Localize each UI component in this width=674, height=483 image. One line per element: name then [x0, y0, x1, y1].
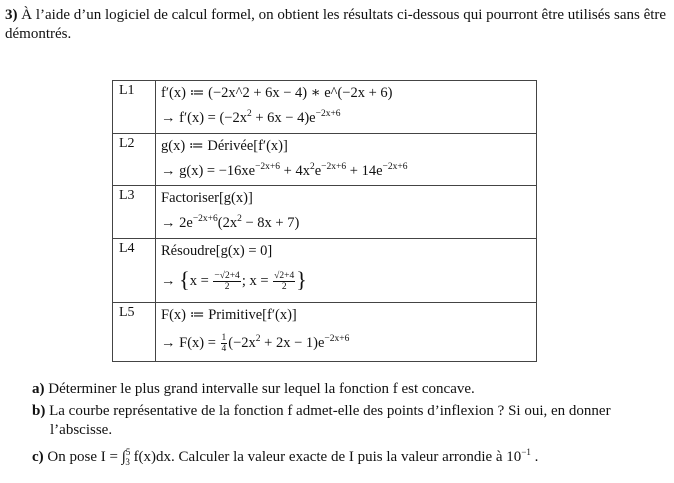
question-text: .	[530, 449, 539, 465]
cas-input: Résoudre[g(x) = 0]	[161, 243, 273, 259]
question-text: On pose I = ∫	[47, 449, 126, 465]
row-content	[156, 186, 537, 239]
cas-output-part: →	[161, 273, 176, 289]
row-content	[156, 81, 537, 134]
cas-output-exponent: −2x+6	[324, 334, 350, 344]
cas-output-exponent: 2	[255, 334, 261, 344]
cas-output-part: + 6x − 4)e	[251, 110, 316, 126]
cas-output	[161, 264, 536, 297]
fraction-denominator: 2	[281, 282, 287, 293]
questions-list	[32, 380, 664, 475]
question-b	[32, 402, 664, 440]
cas-input: f′(x) ≔ (−2x^2 + 6x − 4) ∗ e^(−2x + 6)	[161, 85, 393, 101]
cas-output-part: → F(x) =	[161, 335, 216, 351]
question-a	[32, 380, 664, 399]
exercise-intro-text: À l’aide d’un logiciel de calcul formel, on obtient les résultats ci-dessous qui pourront être utilisés sans être démontrés.	[5, 7, 667, 42]
integral-lower-bound: 3	[125, 457, 130, 467]
fraction	[221, 333, 228, 354]
fraction-numerator: −√2+4	[214, 271, 240, 282]
fraction-numerator: 1	[221, 333, 227, 344]
cas-output-exponent: 2	[246, 109, 252, 119]
exercise-intro	[5, 6, 667, 44]
table-row	[113, 134, 537, 186]
cas-input: F(x) ≔ Primitive[f′(x)]	[161, 307, 297, 323]
cas-output-part: + 2x − 1)e	[260, 335, 325, 351]
fraction-numerator: √2+4	[274, 271, 295, 282]
cas-output-exponent: −2x+6	[321, 162, 347, 172]
cas-output	[161, 159, 536, 184]
question-continuation: l’abscisse.	[50, 422, 113, 438]
row-label: L5	[113, 303, 156, 362]
exercise-number: 3)	[5, 7, 18, 23]
cas-output-exponent: −2x+6	[192, 214, 218, 224]
row-content	[156, 303, 537, 362]
cas-input: Factoriser[g(x)]	[161, 190, 253, 206]
row-label: L3	[113, 186, 156, 239]
fraction-denominator: 2	[224, 282, 230, 293]
cas-output-part: x =	[189, 273, 209, 289]
cas-output-exponent: −2x+6	[255, 162, 281, 172]
question-c	[32, 443, 664, 472]
cas-output-part: (2x	[217, 215, 238, 231]
question-text: f(x)dx. Calculer la valeur exacte de I puis la valeur arrondie à 10	[129, 449, 522, 465]
table-row	[113, 303, 537, 362]
row-label: L1	[113, 81, 156, 134]
cas-output-part: − 8x + 7)	[241, 215, 300, 231]
row-content	[156, 134, 537, 186]
cas-output-exponent: 2	[309, 162, 315, 172]
cas-output-part: → 2e	[161, 215, 193, 231]
table-row	[113, 81, 537, 134]
cas-output-part: (−2x	[228, 335, 256, 351]
question-text: Déterminer le plus grand intervalle sur lequel la fonction f est concave.	[48, 381, 475, 397]
fraction	[213, 271, 240, 292]
power-exponent: −1	[521, 447, 531, 457]
brace-open: {	[179, 267, 190, 292]
cas-output	[161, 328, 536, 358]
cas-output-part: → g(x) = −16xe	[161, 163, 256, 179]
question-letter: b)	[32, 403, 46, 419]
cas-output	[161, 211, 536, 236]
fraction	[273, 271, 295, 292]
brace-close: }	[296, 267, 307, 292]
table-row	[113, 239, 537, 303]
question-letter: a)	[32, 381, 45, 397]
cas-output-part: + 4x	[280, 163, 310, 179]
table-row	[113, 186, 537, 239]
cas-output-exponent: −2x+6	[315, 109, 341, 119]
question-text: La courbe représentative de la fonction f admet-elle des points d’inflexion ? Si oui, en donner	[49, 403, 611, 419]
cas-input: g(x) ≔ Dérivée[f′(x)]	[161, 138, 288, 154]
integral-upper-bound: 5	[125, 447, 131, 457]
cas-output-part: + 14e	[346, 163, 383, 179]
cas-output-part: ; x =	[241, 273, 269, 289]
row-label: L4	[113, 239, 156, 303]
cas-output-part: → f′(x) = (−2x	[161, 110, 247, 126]
cas-results-table	[112, 80, 537, 362]
fraction-denominator: 4	[221, 344, 227, 355]
row-label: L2	[113, 134, 156, 186]
cas-output	[161, 106, 536, 131]
cas-output-part: e	[314, 163, 322, 179]
cas-output-exponent: −2x+6	[382, 162, 408, 172]
cas-output-exponent: 2	[237, 214, 242, 224]
row-content	[156, 239, 537, 303]
question-letter: c)	[32, 449, 44, 465]
